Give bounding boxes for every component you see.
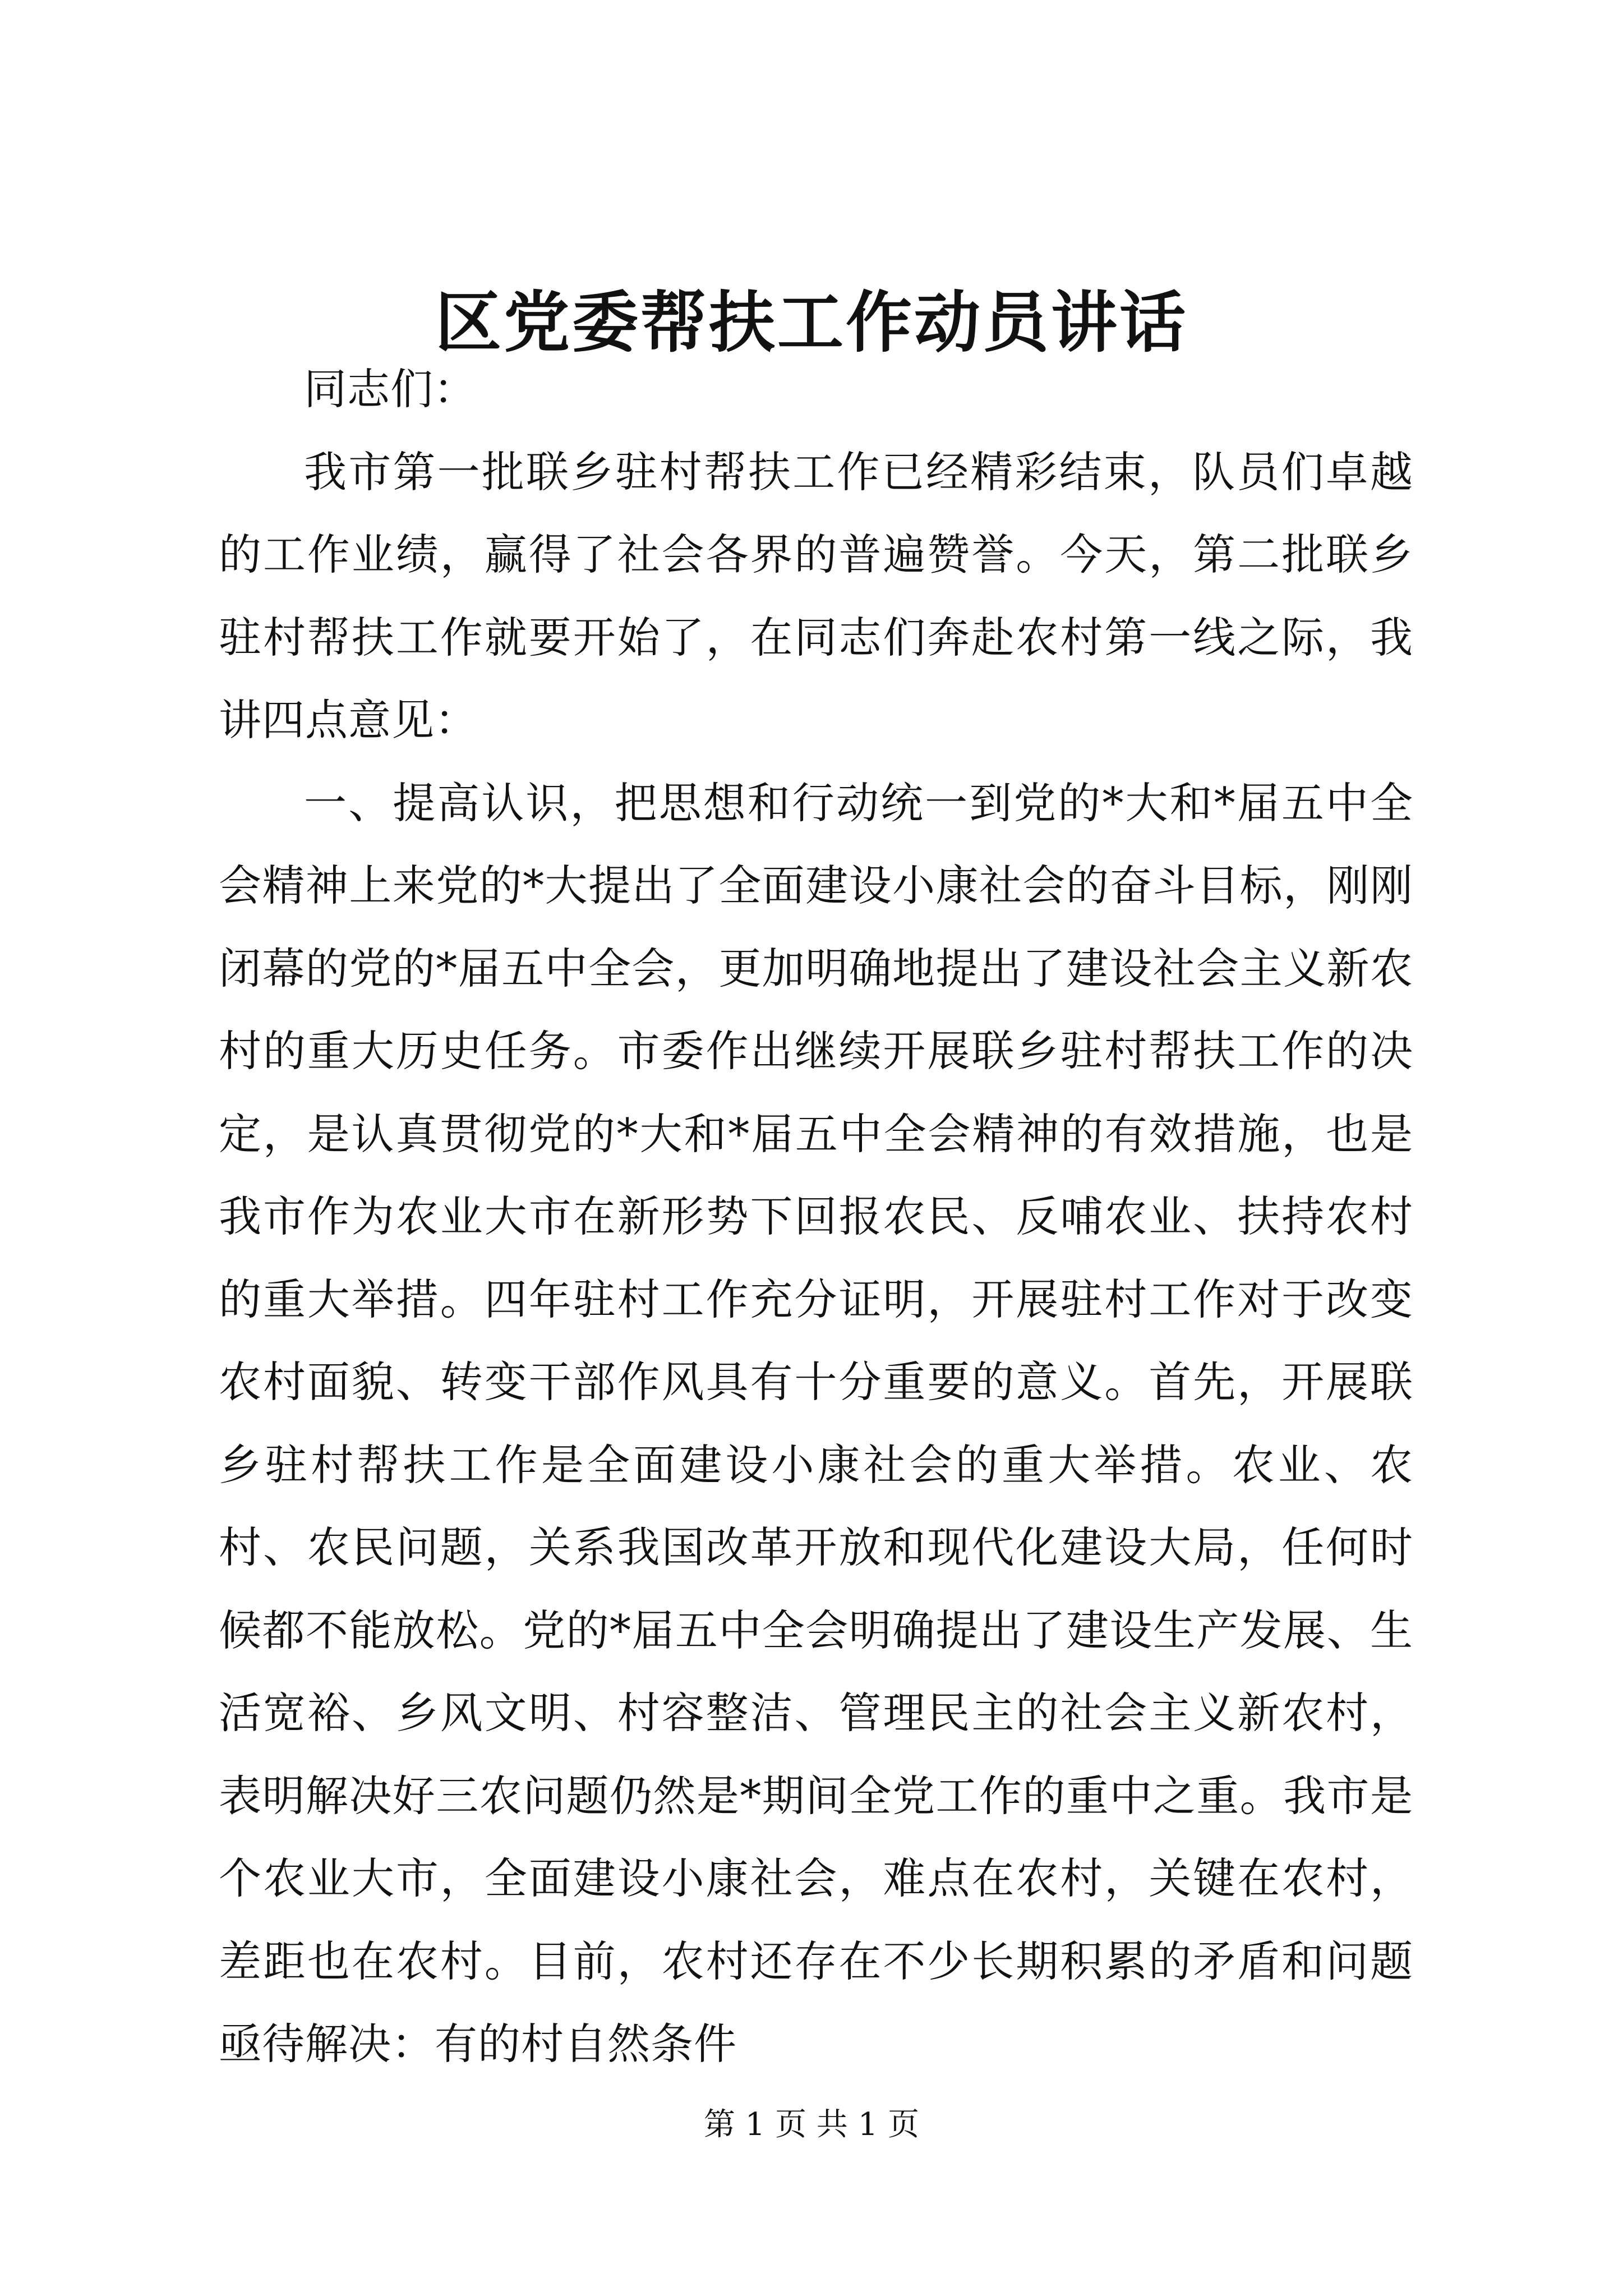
document-body: [219, 348, 1413, 2086]
paragraph-section-one: 一、提高认识，把思想和行动统一到党的*大和*届五中全会精神上来党的*大提出了全面建设小康社会的奋斗目标，刚刚闭幕的党的*届五中全会，更加明确地提出了建设社会主义新农村的重大历史任务。市委作出继续开展联乡驻村帮扶工作的决定，是认真贯彻党的*大和*届五中全会精神的有效措施，也是我市作为农业大市在新形势下回报农民、反哺农业、扶持农村的重大举措。四年驻村工作充分证明，开展驻村工作对于改变农村面貌、转变干部作风具有十分重要的意义。首先，开展联乡驻村帮扶工作是全面建设小康社会的重大举措。农业、农村、农民问题，关系我国改革开放和现代化建设大局，任何时候都不能放松。党的*届五中全会明确提出了建设生产发展、生活宽裕、乡风文明、村容整洁、管理民主的社会主义新农村，表明解决好三农问题仍然是*期间全党工作的重中之重。我市是个农业大市，全面建设小康社会，难点在农村，关键在农村，差距也在农村。目前，农村还存在不少长期积累的矛盾和问题亟待解决：有的村自然条件: [219, 777, 1413, 2069]
document-title: 区党委帮扶工作动员讲话: [435, 283, 1188, 361]
paragraph-intro: 我市第一批联乡驻村帮扶工作已经精彩结束，队员们卓越的工作业绩，赢得了社会各界的普遍赞誉。今天，第二批联乡驻村帮扶工作就要开始了，在同志们奔赴农村第一线之际，我讲四点意见：: [219, 447, 1413, 745]
page-number-footer: 第 1 页 共 1 页: [703, 2106, 920, 2143]
salutation: 同志们：: [304, 364, 477, 414]
